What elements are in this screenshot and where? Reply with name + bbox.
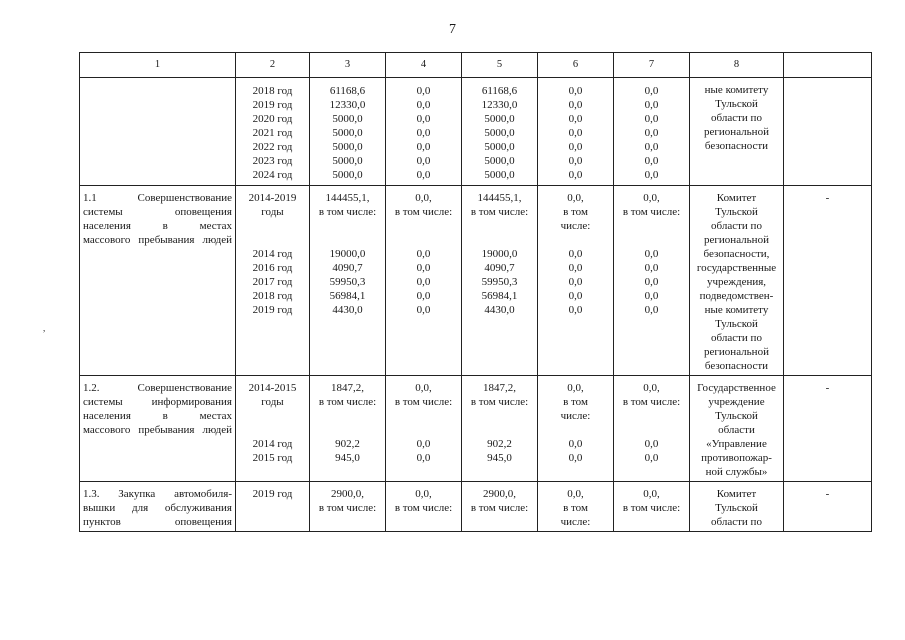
cell-line: 0,0, bbox=[567, 192, 584, 204]
table-cell bbox=[690, 78, 784, 186]
cell-line: в том числе: bbox=[622, 206, 681, 218]
table-cell: - bbox=[784, 186, 872, 376]
cell-line: числе: bbox=[560, 220, 591, 232]
cell-line: в том bbox=[563, 396, 588, 408]
cell-line: 61168,6 bbox=[329, 85, 366, 97]
cell-line: 5000,0 bbox=[332, 113, 363, 125]
cell-line: 2018 год bbox=[252, 85, 293, 97]
measure-name-line: населения в местах bbox=[83, 220, 232, 232]
spacer bbox=[614, 423, 689, 437]
cell-line: 0,0 bbox=[644, 304, 659, 316]
cell-line: 0,0 bbox=[568, 155, 583, 167]
cell-line: 2021 год bbox=[252, 127, 293, 139]
measure-name-line: пунктов оповещения bbox=[83, 516, 232, 528]
cell-line: 4090,7 bbox=[484, 262, 515, 274]
cell-line: 0,0 bbox=[644, 452, 659, 464]
cell-line: 5000,0 bbox=[332, 127, 363, 139]
cell-line: 2014 год bbox=[252, 248, 293, 260]
measure-name-line: 1.1 Совершенствование bbox=[83, 192, 232, 204]
cell-line: 2024 год bbox=[252, 169, 293, 181]
cell-line: 945,0 bbox=[487, 452, 512, 464]
cell-line: в том bbox=[563, 502, 588, 514]
spacer bbox=[236, 219, 309, 233]
cell-line: 0,0 bbox=[644, 248, 659, 260]
table-cell bbox=[690, 186, 784, 376]
cell-line: 4430,0 bbox=[332, 304, 363, 316]
spacer bbox=[386, 423, 461, 437]
cell-line: 0,0 bbox=[644, 262, 659, 274]
cell-line: 0,0, bbox=[415, 382, 432, 394]
spacer bbox=[310, 233, 385, 247]
table-cell bbox=[80, 376, 236, 482]
cell-line: 0,0 bbox=[644, 276, 659, 288]
cell-line: 5000,0 bbox=[332, 169, 363, 181]
table-cell bbox=[614, 376, 690, 482]
cell-line: региональной bbox=[704, 126, 769, 138]
table-cell bbox=[310, 78, 386, 186]
spacer bbox=[538, 233, 613, 247]
cell-line: учреждения, bbox=[706, 276, 767, 288]
spacer bbox=[614, 233, 689, 247]
header-cell: 8 bbox=[690, 53, 784, 78]
cell-line: Тульской bbox=[715, 410, 758, 422]
table-cell bbox=[462, 376, 538, 482]
cell-line: 59950,3 bbox=[329, 276, 366, 288]
measure-name-line: 1.3. Закупка автомобиля- bbox=[83, 488, 232, 500]
table-cell bbox=[538, 186, 614, 376]
header-cell: 4 bbox=[386, 53, 462, 78]
cell-line: 0,0 bbox=[416, 290, 431, 302]
cell-line: 0,0 bbox=[416, 169, 431, 181]
cell-line: 2014-2019 bbox=[248, 192, 297, 204]
cell-line: 945,0 bbox=[335, 452, 360, 464]
cell-line: 2019 год bbox=[252, 304, 293, 316]
cell-line: в том числе: bbox=[394, 206, 453, 218]
cell-line: 2900,0, bbox=[483, 488, 516, 500]
spacer bbox=[310, 409, 385, 423]
table-cell bbox=[386, 376, 462, 482]
cell-line: 0,0 bbox=[416, 262, 431, 274]
table-cell bbox=[538, 482, 614, 532]
cell-line: в том числе: bbox=[622, 396, 681, 408]
cell-line: 902,2 bbox=[335, 438, 360, 450]
cell-line: 1847,2, bbox=[331, 382, 364, 394]
cell-line: 2019 год bbox=[252, 99, 293, 111]
spacer bbox=[386, 219, 461, 233]
cell-line: подведомствен- bbox=[699, 290, 774, 302]
cell-line: 5000,0 bbox=[484, 113, 515, 125]
cell-line: 0,0 bbox=[568, 113, 583, 125]
cell-line: Тульской bbox=[715, 98, 758, 110]
cell-line: 5000,0 bbox=[332, 141, 363, 153]
table-cell bbox=[614, 78, 690, 186]
table-cell bbox=[80, 78, 236, 186]
table-cell bbox=[614, 482, 690, 532]
cell-line: 2023 год bbox=[252, 155, 293, 167]
spacer bbox=[462, 233, 537, 247]
measure-name-line: вышки для обслуживания bbox=[83, 502, 232, 514]
cell-line: в том числе: bbox=[394, 396, 453, 408]
cell-line: 2014-2015 bbox=[248, 382, 297, 394]
cell-line: годы bbox=[261, 396, 284, 408]
cell-line: 2020 год bbox=[252, 113, 293, 125]
table-cell bbox=[538, 78, 614, 186]
header-cell: 3 bbox=[310, 53, 386, 78]
spacer bbox=[538, 423, 613, 437]
cell-line: ной службы» bbox=[705, 466, 768, 478]
cell-line: 0,0 bbox=[416, 452, 431, 464]
cell-line: 19000,0 bbox=[329, 248, 366, 260]
cell-line: Тульской bbox=[715, 502, 758, 514]
cell-line: 0,0, bbox=[415, 488, 432, 500]
cell-line: 0,0, bbox=[643, 488, 660, 500]
spacer bbox=[236, 423, 309, 437]
cell-line: 2022 год bbox=[252, 141, 293, 153]
cell-line: безопасности, bbox=[703, 248, 770, 260]
cell-line: 0,0 bbox=[568, 304, 583, 316]
table-cell bbox=[236, 376, 310, 482]
table-cell bbox=[310, 376, 386, 482]
cell-line: 2019 год bbox=[252, 488, 293, 500]
table-row bbox=[80, 482, 872, 532]
cell-line: Государственное bbox=[697, 382, 776, 394]
cell-line: 2014 год bbox=[252, 438, 293, 450]
spacer bbox=[462, 219, 537, 233]
cell-line: 0,0 bbox=[568, 452, 583, 464]
table-row bbox=[80, 376, 872, 482]
table-cell bbox=[784, 78, 872, 186]
spacer bbox=[386, 233, 461, 247]
cell-line: 0,0 bbox=[568, 141, 583, 153]
cell-line: области по bbox=[711, 516, 762, 528]
cell-line: 19000,0 bbox=[481, 248, 518, 260]
cell-line: Тульской bbox=[715, 206, 758, 218]
table-cell bbox=[462, 78, 538, 186]
cell-line: 0,0, bbox=[415, 192, 432, 204]
cell-line: учреждение bbox=[708, 396, 765, 408]
cell-line: 56984,1 bbox=[481, 290, 518, 302]
cell-line: 0,0, bbox=[643, 192, 660, 204]
cell-line: в том числе: bbox=[318, 502, 377, 514]
cell-line: Комитет bbox=[716, 192, 757, 204]
table-cell bbox=[310, 186, 386, 376]
table-cell bbox=[236, 186, 310, 376]
cell-line: безопасности bbox=[704, 140, 769, 152]
table-cell bbox=[386, 78, 462, 186]
measure-name-line: массового пребывания людей bbox=[83, 234, 232, 246]
budget-table bbox=[79, 52, 872, 532]
cell-line: в том числе: bbox=[622, 502, 681, 514]
cell-line: числе: bbox=[560, 410, 591, 422]
table-cell bbox=[236, 482, 310, 532]
cell-line: 4090,7 bbox=[332, 262, 363, 274]
cell-line: Комитет bbox=[716, 488, 757, 500]
cell-line: 2015 год bbox=[252, 452, 293, 464]
cell-line: 61168,6 bbox=[481, 85, 518, 97]
cell-line: Тульской bbox=[715, 318, 758, 330]
cell-line: «Управление bbox=[706, 438, 767, 450]
cell-line: 0,0 bbox=[644, 127, 659, 139]
cell-line: 0,0 bbox=[644, 113, 659, 125]
cell-line: 0,0, bbox=[567, 382, 584, 394]
spacer bbox=[310, 423, 385, 437]
cell-line: 0,0 bbox=[416, 85, 431, 97]
cell-line: 0,0, bbox=[567, 488, 584, 500]
page-number: 7 bbox=[449, 22, 456, 37]
table-cell bbox=[614, 186, 690, 376]
cell-line: 0,0 bbox=[644, 438, 659, 450]
cell-line: государственные bbox=[696, 262, 777, 274]
cell-line: 0,0 bbox=[644, 99, 659, 111]
spacer bbox=[386, 409, 461, 423]
cell-line: 0,0 bbox=[568, 290, 583, 302]
header-cell bbox=[784, 53, 872, 78]
cell-line: в том числе: bbox=[470, 206, 529, 218]
spacer bbox=[310, 219, 385, 233]
table-cell bbox=[80, 482, 236, 532]
cell-line: 0,0 bbox=[568, 248, 583, 260]
cell-line: 5000,0 bbox=[332, 155, 363, 167]
cell-line: ные комитету bbox=[704, 84, 769, 96]
cell-line: 0,0 bbox=[416, 276, 431, 288]
table-header-row bbox=[80, 53, 872, 78]
cell-line: области bbox=[718, 424, 755, 436]
measure-name-line: системы оповещения bbox=[83, 206, 232, 218]
spacer bbox=[236, 409, 309, 423]
cell-line: 2016 год bbox=[252, 262, 293, 274]
header-cell: 5 bbox=[462, 53, 538, 78]
cell-line: области по bbox=[711, 220, 762, 232]
table-row bbox=[80, 78, 872, 186]
cell-line: 56984,1 bbox=[329, 290, 366, 302]
cell-line: 59950,3 bbox=[481, 276, 518, 288]
cell-line: 0,0 bbox=[416, 141, 431, 153]
table-cell bbox=[690, 376, 784, 482]
cell-line: 5000,0 bbox=[484, 141, 515, 153]
header-cell: 2 bbox=[236, 53, 310, 78]
cell-line: 12330,0 bbox=[481, 99, 518, 111]
spacer bbox=[462, 409, 537, 423]
cell-line: 0,0 bbox=[644, 85, 659, 97]
measure-name-line: системы информирования bbox=[83, 396, 232, 408]
spacer bbox=[614, 409, 689, 423]
cell-line: 144455,1, bbox=[325, 192, 370, 204]
cell-line: 0,0 bbox=[568, 438, 583, 450]
table-cell bbox=[462, 482, 538, 532]
cell-line: 0,0 bbox=[568, 85, 583, 97]
cell-line: безопасности bbox=[704, 360, 769, 372]
cell-line: 5000,0 bbox=[484, 155, 515, 167]
cell-line: 0,0 bbox=[416, 304, 431, 316]
cell-line: 0,0 bbox=[568, 276, 583, 288]
header-cell: 1 bbox=[80, 53, 236, 78]
cell-line: 0,0 bbox=[644, 155, 659, 167]
header-cell: 7 bbox=[614, 53, 690, 78]
table-cell bbox=[538, 376, 614, 482]
spacer bbox=[462, 423, 537, 437]
cell-line: в том числе: bbox=[394, 502, 453, 514]
cell-line: области по bbox=[711, 112, 762, 124]
header-cell: 6 bbox=[538, 53, 614, 78]
cell-line: 0,0, bbox=[643, 382, 660, 394]
table-row bbox=[80, 186, 872, 376]
cell-line: 0,0 bbox=[644, 169, 659, 181]
margin-mark: , bbox=[43, 323, 46, 333]
table-cell bbox=[80, 186, 236, 376]
table-cell bbox=[386, 482, 462, 532]
cell-line: 0,0 bbox=[568, 169, 583, 181]
table-cell bbox=[236, 78, 310, 186]
measure-name-line: 1.2. Совершенствование bbox=[83, 382, 232, 394]
cell-line: 0,0 bbox=[568, 262, 583, 274]
cell-line: 0,0 bbox=[416, 155, 431, 167]
measure-name-line: массового пребывания людей bbox=[83, 424, 232, 436]
cell-line: 5000,0 bbox=[484, 127, 515, 139]
cell-line: в том числе: bbox=[470, 396, 529, 408]
cell-line: в том числе: bbox=[318, 396, 377, 408]
cell-line: 0,0 bbox=[644, 290, 659, 302]
cell-line: 0,0 bbox=[568, 99, 583, 111]
cell-line: 2018 год bbox=[252, 290, 293, 302]
spacer bbox=[236, 233, 309, 247]
cell-line: 2017 год bbox=[252, 276, 293, 288]
cell-line: числе: bbox=[560, 516, 591, 528]
cell-line: 4430,0 bbox=[484, 304, 515, 316]
cell-line: в том числе: bbox=[470, 502, 529, 514]
table-cell bbox=[462, 186, 538, 376]
cell-line: 5000,0 bbox=[484, 169, 515, 181]
cell-line: 0,0 bbox=[416, 438, 431, 450]
table-cell: - bbox=[784, 482, 872, 532]
table-cell: - bbox=[784, 376, 872, 482]
measure-name-line: населения в местах bbox=[83, 410, 232, 422]
spacer bbox=[614, 219, 689, 233]
cell-line: 144455,1, bbox=[477, 192, 522, 204]
cell-line: 0,0 bbox=[568, 127, 583, 139]
cell-line: 12330,0 bbox=[329, 99, 366, 111]
cell-line: 1847,2, bbox=[483, 382, 516, 394]
table-cell bbox=[386, 186, 462, 376]
table-cell bbox=[690, 482, 784, 532]
cell-line: 902,2 bbox=[487, 438, 512, 450]
table-cell bbox=[310, 482, 386, 532]
cell-line: 0,0 bbox=[416, 113, 431, 125]
cell-line: 0,0 bbox=[416, 248, 431, 260]
cell-line: в том bbox=[563, 206, 588, 218]
cell-line: области по bbox=[711, 332, 762, 344]
cell-line: региональной bbox=[704, 346, 769, 358]
cell-line: 0,0 bbox=[416, 99, 431, 111]
cell-line: 0,0 bbox=[416, 127, 431, 139]
cell-line: 2900,0, bbox=[331, 488, 364, 500]
cell-line: годы bbox=[261, 206, 284, 218]
cell-line: ные комитету bbox=[704, 304, 769, 316]
cell-line: в том числе: bbox=[318, 206, 377, 218]
cell-line: региональной bbox=[704, 234, 769, 246]
cell-line: противопожар- bbox=[701, 452, 772, 464]
cell-line: 0,0 bbox=[644, 141, 659, 153]
